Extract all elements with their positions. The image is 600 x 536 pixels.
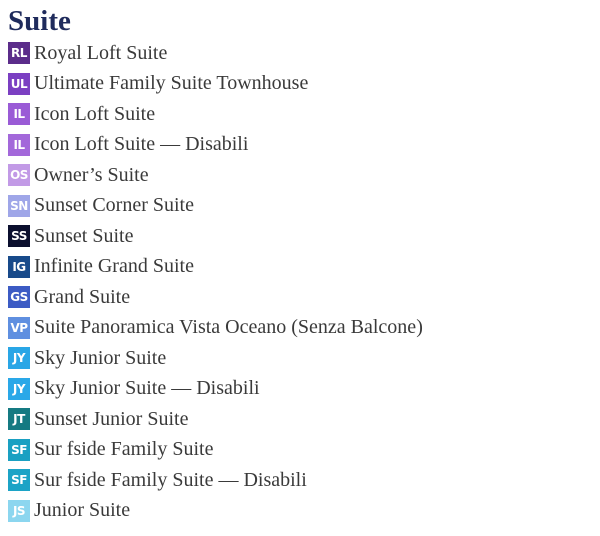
suite-name: Infinite Grand Suite: [34, 255, 194, 278]
suite-code-badge: JT: [8, 408, 30, 430]
list-item: [8, 404, 592, 435]
list-item: [8, 252, 592, 283]
suite-name: Sky Junior Suite: [34, 346, 167, 369]
suite-name: Ultimate Family Suite Townhouse: [34, 72, 309, 95]
suite-name: Grand Suite: [34, 285, 131, 308]
list-item: [8, 99, 592, 130]
list-item: [8, 130, 592, 161]
list-item: [8, 465, 592, 496]
suite-name: Sur fside Family Suite: [34, 438, 214, 461]
suite-code-badge: VP: [8, 317, 30, 339]
suite-name: Suite Panoramica Vista Oceano (Senza Balcone): [34, 316, 423, 339]
suite-name: Sunset Junior Suite: [34, 407, 189, 430]
suite-code-badge: SS: [8, 225, 30, 247]
suite-code-badge: IL: [8, 134, 30, 156]
suite-name: Sunset Suite: [34, 224, 134, 247]
suite-name: Royal Loft Suite: [34, 41, 168, 64]
list-item: [8, 221, 592, 252]
list-item: [8, 38, 592, 69]
suite-code-badge: IG: [8, 256, 30, 278]
suite-name: Sunset Corner Suite: [34, 194, 194, 217]
suite-code-badge: JY: [8, 347, 30, 369]
suite-code-badge: OS: [8, 164, 30, 186]
suite-code-badge: IL: [8, 103, 30, 125]
list-item: [8, 496, 592, 527]
suite-code-badge: SF: [8, 439, 30, 461]
suite-name: Icon Loft Suite — Disabili: [34, 133, 249, 156]
suite-code-badge: UL: [8, 73, 30, 95]
suite-name: Junior Suite: [34, 499, 131, 522]
suite-code-badge: RL: [8, 42, 30, 64]
suite-code-badge: JS: [8, 500, 30, 522]
list-item: [8, 313, 592, 344]
suite-name: Icon Loft Suite: [34, 102, 156, 125]
list-item: [8, 435, 592, 466]
suite-code-badge: SF: [8, 469, 30, 491]
list-item: [8, 191, 592, 222]
suite-code-badge: JY: [8, 378, 30, 400]
list-item: [8, 160, 592, 191]
list-item: [8, 282, 592, 313]
page-title: Suite: [8, 5, 71, 37]
suite-name: Owner’s Suite: [34, 163, 149, 186]
list-item: [8, 374, 592, 405]
suite-name: Sky Junior Suite — Disabili: [34, 377, 260, 400]
suite-list: [8, 38, 592, 526]
suite-code-badge: GS: [8, 286, 30, 308]
suite-code-badge: SN: [8, 195, 30, 217]
list-item: [8, 343, 592, 374]
suite-name: Sur fside Family Suite — Disabili: [34, 468, 307, 491]
list-item: [8, 69, 592, 100]
suite-legend: [8, 4, 592, 526]
